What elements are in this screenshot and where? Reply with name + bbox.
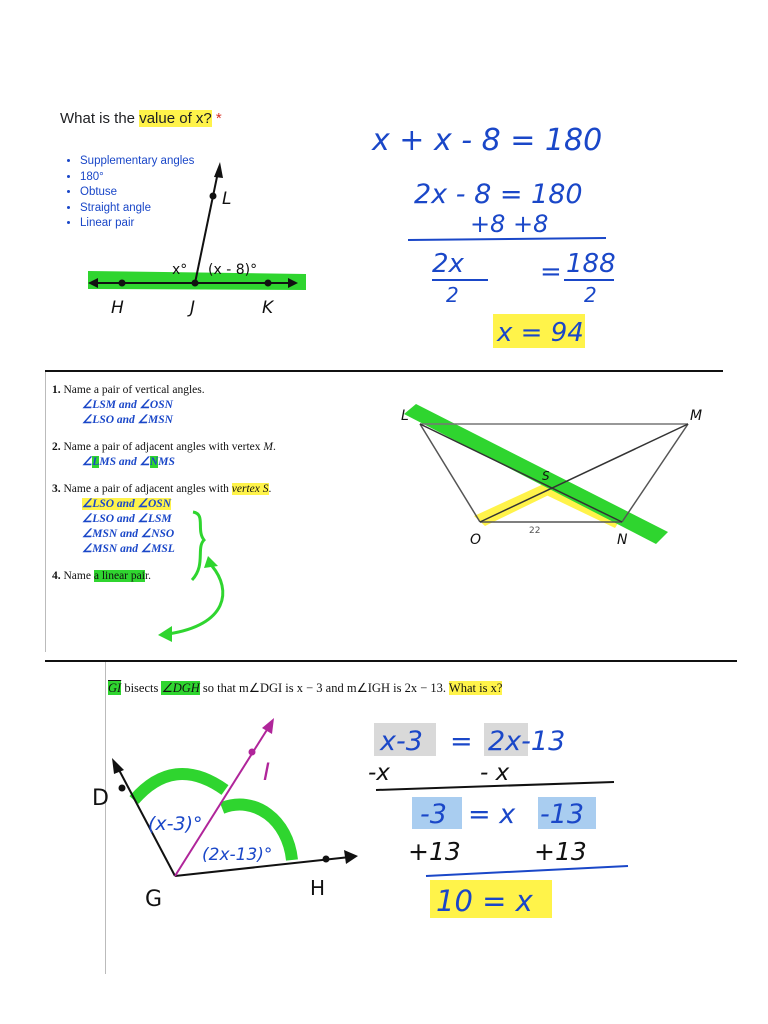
work-line-4-num-right: 188 — [566, 249, 616, 279]
label-l: L — [401, 408, 409, 424]
s3-line1-eq: = — [450, 726, 473, 757]
q3-vertex-highlight: vertex S — [231, 483, 269, 495]
work-line-2: 2x - 8 = 180 — [414, 179, 583, 210]
s3-line2-b: - x — [480, 760, 510, 786]
q2-ans-highlight: L — [92, 456, 100, 468]
q2-ans-part: MS — [158, 456, 175, 468]
q1-text: Name a pair of vertical angles. — [63, 384, 205, 396]
s3-line3-eq: = x — [468, 799, 516, 830]
option-item: • Linear pair — [80, 216, 194, 232]
q3-answer: ∠LSO and ∠LSM — [82, 513, 172, 525]
s3-line3-a: -3 — [420, 799, 447, 830]
q2-suffix: . — [272, 441, 276, 453]
q2-text: Name a pair of adjacent angles with vertex — [63, 441, 264, 453]
work-line-4-eq: = — [540, 257, 562, 287]
label-h: H — [310, 876, 326, 900]
tick-mark-label: 22 — [529, 526, 541, 536]
work-line-3: +8 +8 — [470, 210, 549, 238]
q1-answer: ∠LSO and ∠MSN — [82, 414, 173, 426]
q4-text: Name — [63, 570, 94, 582]
option-item: • Supplementary angles — [80, 154, 194, 170]
label-s: S — [542, 469, 550, 483]
q1-number: 1. — [52, 384, 61, 396]
required-mark: * — [215, 110, 222, 127]
q4-suffix: r. — [144, 570, 152, 582]
q2-ans-part: MS and ∠ — [99, 456, 150, 468]
s3-line1-b: 2x-13 — [488, 726, 566, 757]
question-highlight: What is x? — [448, 681, 503, 695]
answer-3: 10 = x — [436, 884, 533, 918]
question-prefix: What is the — [60, 110, 136, 127]
label-n: N — [617, 532, 628, 548]
option-item: • Obtuse — [80, 185, 194, 201]
angle-2-label: (2x-13)° — [202, 845, 273, 865]
s3-line1-a: x-3 — [380, 726, 423, 757]
q3-text: Name a pair of adjacent angles with — [63, 483, 232, 495]
label-i: I — [263, 758, 271, 786]
label-o: O — [470, 532, 482, 548]
q3-answer: ∠MSN and ∠NSO — [82, 528, 175, 540]
option-item: • Straight angle — [80, 201, 194, 217]
q4-highlight: a linear pai — [93, 570, 145, 582]
angle-left-label: x° — [172, 262, 188, 278]
label-k: K — [262, 298, 274, 318]
ray-gi-highlight: $\overline{GI}$ — [108, 681, 122, 695]
q3-answer-highlight: ∠LSO and ∠OSN — [82, 498, 171, 510]
s3-line4-a: +13 — [408, 837, 461, 866]
work-divider-blue — [426, 866, 628, 876]
q3-suffix: . — [268, 483, 272, 495]
label-m: M — [690, 408, 703, 424]
label-l: L — [222, 189, 232, 209]
q1-answer: ∠LSM and ∠OSN — [82, 399, 173, 411]
title-text: so that m∠DGI is x − 3 and m∠IGH is 2x − 13. — [199, 681, 449, 695]
question-highlight: value of x? — [139, 110, 212, 127]
option-item: • 180° — [80, 170, 194, 186]
work-line-1: x + x - 8 = 180 — [372, 123, 603, 158]
angle-dgh-highlight: ∠DGH — [161, 681, 200, 695]
s3-line2-a: -x — [368, 760, 390, 786]
q3-number: 3. — [52, 483, 61, 495]
s3-line4-b: +13 — [534, 837, 587, 866]
q2-number: 2. — [52, 441, 61, 453]
q4-number: 4. — [52, 570, 61, 582]
label-d: D — [92, 786, 109, 811]
angle-1-label: (x-3)° — [148, 813, 203, 835]
label-h: H — [111, 298, 124, 318]
angle-right-label: (x - 8)° — [208, 262, 258, 278]
work-line-4-num-left: 2x — [432, 249, 464, 279]
work-line-4-den-right: 2 — [584, 283, 597, 307]
q2-ans-highlight: N — [149, 456, 159, 468]
answer-1: x = 94 — [497, 318, 584, 348]
work-line-4-den-left: 2 — [446, 283, 459, 307]
label-j: J — [190, 298, 196, 318]
label-g: G — [145, 887, 163, 912]
title-text: bisects — [121, 681, 162, 695]
s3-line3-b: -13 — [540, 799, 585, 830]
q2-vertex: M — [263, 441, 273, 453]
q2-ans-part: ∠ — [82, 456, 93, 468]
q3-answer: ∠MSN and ∠MSL — [82, 543, 175, 555]
